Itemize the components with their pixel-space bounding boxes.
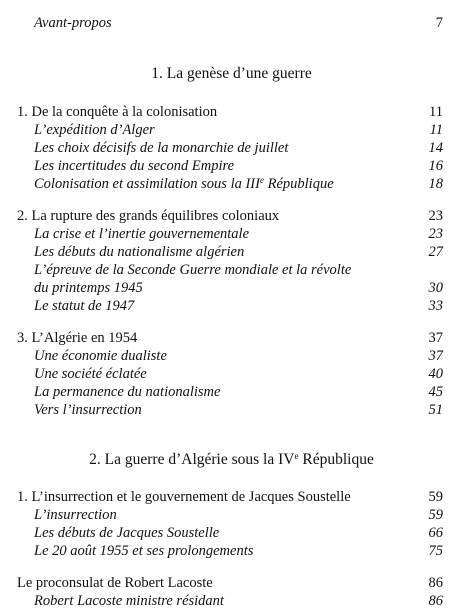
toc-page-number: 18 bbox=[428, 176, 443, 192]
toc-entry-title: Une société éclatée bbox=[34, 366, 147, 382]
toc-page-number: 11 bbox=[429, 104, 443, 120]
toc-entry-title: Les débuts de Jacques Soustelle bbox=[34, 525, 220, 541]
part-heading-1: 1. La genèse d’une guerre bbox=[151, 65, 312, 82]
toc-entry-title: Les incertitudes du second Empire bbox=[34, 158, 235, 174]
toc-page-number: 14 bbox=[428, 140, 443, 156]
part-heading-2: 2. La guerre d’Algérie sous la IVe République bbox=[89, 451, 374, 468]
toc-page-number: 23 bbox=[428, 226, 443, 242]
toc-section bbox=[0, 542, 463, 561]
toc-section bbox=[0, 592, 463, 611]
toc-section bbox=[0, 175, 463, 194]
toc-page-number: 75 bbox=[428, 543, 443, 559]
toc-entry-title: Une économie dualiste bbox=[34, 348, 167, 364]
toc-section bbox=[0, 225, 463, 244]
toc-page-number: 30 bbox=[428, 280, 443, 296]
toc-section bbox=[0, 139, 463, 158]
toc-page-number: 51 bbox=[428, 402, 443, 418]
toc-page-number: 23 bbox=[428, 208, 443, 224]
toc-chapter bbox=[0, 329, 463, 348]
toc-entry-title: Le statut de 1947 bbox=[34, 298, 135, 314]
toc-entry-title: L’épreuve de la Seconde Guerre mondiale et la révolte bbox=[34, 262, 352, 278]
toc-section bbox=[0, 261, 463, 280]
toc-entry-title: Les choix décisifs de la monarchie de juillet bbox=[34, 140, 289, 156]
toc-entry-title: Robert Lacoste ministre résidant bbox=[34, 593, 224, 609]
toc-page-number: 7 bbox=[435, 15, 443, 31]
toc-page-number: 40 bbox=[428, 366, 443, 382]
toc-chapter bbox=[0, 488, 463, 507]
toc-page-number: 37 bbox=[428, 348, 443, 364]
toc-entry-title: 1. L’insurrection et le gouvernement de Jacques Soustelle bbox=[17, 489, 351, 505]
toc-page-number: 16 bbox=[428, 158, 443, 174]
toc-page-number: 33 bbox=[428, 298, 443, 314]
toc-entry-title: Colonisation et assimilation sous la IIIe République bbox=[34, 175, 334, 192]
toc-page-number: 59 bbox=[428, 489, 443, 505]
toc-section bbox=[0, 401, 463, 420]
toc-page-number: 86 bbox=[428, 593, 443, 609]
toc-page-number: 66 bbox=[428, 525, 443, 541]
toc-page-number: 37 bbox=[428, 330, 443, 346]
toc-chapter bbox=[0, 207, 463, 226]
toc-section bbox=[0, 157, 463, 176]
toc-section bbox=[0, 524, 463, 543]
toc-section bbox=[0, 243, 463, 262]
toc-chapter bbox=[0, 574, 463, 593]
toc-chapter bbox=[0, 103, 463, 122]
toc-entry-title: Le proconsulat de Robert Lacoste bbox=[17, 575, 213, 591]
toc-section bbox=[0, 121, 463, 140]
toc-entry-avant-propos bbox=[0, 14, 463, 33]
toc-entry-title: Avant-propos bbox=[34, 15, 112, 31]
toc-section-continued bbox=[0, 279, 463, 298]
toc-entry-title: 1. De la conquête à la colonisation bbox=[17, 104, 218, 120]
toc-entry-title: 3. L’Algérie en 1954 bbox=[17, 330, 138, 346]
toc-entry-title: du printemps 1945 bbox=[34, 280, 143, 296]
toc-entry-title: Vers l’insurrection bbox=[34, 402, 142, 418]
toc-page-number: 59 bbox=[428, 507, 443, 523]
toc-page-number: 45 bbox=[428, 384, 443, 400]
toc-section bbox=[0, 365, 463, 384]
toc-page-number: 86 bbox=[428, 575, 443, 591]
toc-section bbox=[0, 347, 463, 366]
toc-entry-title: La permanence du nationalisme bbox=[34, 384, 221, 400]
toc-entry-title: Le 20 août 1955 et ses prolongements bbox=[34, 543, 254, 559]
toc-section bbox=[0, 297, 463, 316]
toc-page-number: 11 bbox=[429, 122, 443, 138]
toc-section bbox=[0, 383, 463, 402]
toc-entry-title: Les débuts du nationalisme algérien bbox=[34, 244, 245, 260]
toc-page-number: 27 bbox=[428, 244, 443, 260]
toc-entry-title: L’expédition d’Alger bbox=[34, 122, 155, 138]
toc-section bbox=[0, 506, 463, 525]
toc-entry-title: La crise et l’inertie gouvernementale bbox=[34, 226, 250, 242]
toc-entry-title: L’insurrection bbox=[34, 507, 117, 523]
toc-entry-title: 2. La rupture des grands équilibres coloniaux bbox=[17, 208, 280, 224]
